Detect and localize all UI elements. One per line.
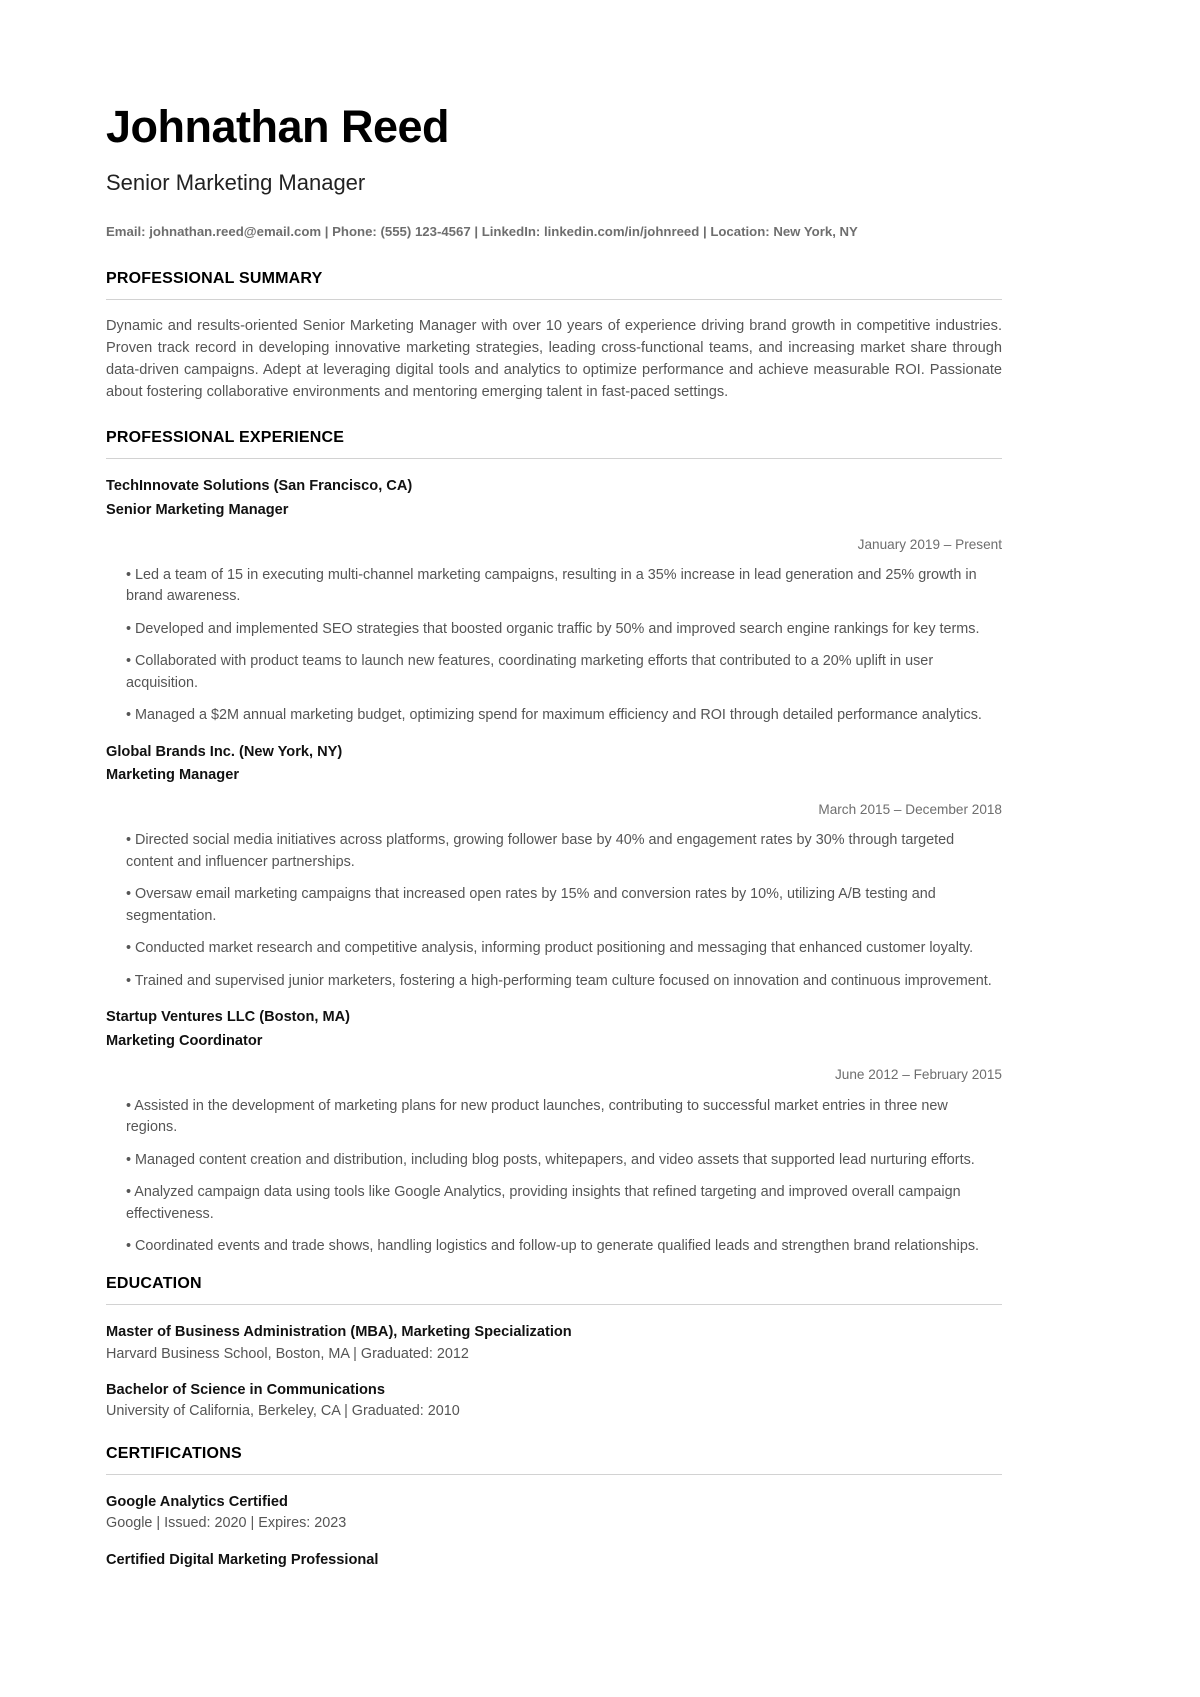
job-bullet-list: [106, 830, 1002, 992]
job-bullet: • Trained and supervised junior marketers, fostering a high-performing team culture focused on innovation and continuous improvement.: [126, 972, 992, 989]
job-bullet: • Conducted market research and competitive analysis, informing product positioning and messaging that enhanced customer loyalty.: [126, 940, 974, 957]
certification-name: Google Analytics Certified: [106, 1494, 288, 1511]
education-entry: [106, 1379, 1002, 1423]
section-title-certifications: CERTIFICATIONS: [106, 1445, 242, 1463]
candidate-name: Johnathan Reed: [106, 101, 450, 152]
experience-entry: [106, 741, 1002, 992]
certification-name: Certified Digital Marketing Professional: [106, 1551, 379, 1568]
job-company: Startup Ventures LLC (Boston, MA): [106, 1009, 351, 1026]
job-bullet: • Developed and implemented SEO strategies that boosted organic traffic by 50% and improved search engine rankings for key terms.: [126, 620, 980, 637]
job-bullet: • Managed a $2M annual marketing budget, optimizing spend for maximum efficiency and ROI through detailed performance analytics.: [126, 707, 982, 724]
section-certifications: [106, 1445, 1002, 1571]
job-bullet: • Managed content creation and distribution, including blog posts, whitepapers, and video assets that supported lead nurturing efforts.: [126, 1151, 975, 1168]
job-bullet: • Directed social media initiatives across platforms, growing follower base by 40% and engagement rates by 30% through targeted content and influencer partnerships.: [126, 832, 955, 870]
job-dates: June 2012 – February 2015: [834, 1067, 1002, 1083]
section-title-education: EDUCATION: [106, 1275, 202, 1293]
section-professional-experience: [106, 429, 1002, 1257]
education-entry: [106, 1321, 1002, 1365]
job-dates: March 2015 – December 2018: [818, 801, 1002, 817]
section-divider: [106, 299, 1002, 300]
job-bullet-list: [106, 565, 1002, 727]
candidate-headline: Senior Marketing Manager: [106, 170, 366, 195]
job-role: Marketing Coordinator: [106, 1032, 263, 1049]
education-degree: Master of Business Administration (MBA), Marketing Specialization: [106, 1324, 572, 1341]
job-bullet: • Collaborated with product teams to launch new features, coordinating marketing efforts that contributed to a 20% uplift in user acquisition.: [126, 653, 934, 691]
certification-entry: [106, 1491, 1002, 1535]
job-bullet-list: [106, 1096, 1002, 1258]
experience-entry: [106, 475, 1002, 726]
experience-list: [106, 475, 1002, 1257]
section-title-experience: PROFESSIONAL EXPERIENCE: [106, 429, 345, 447]
job-bullet: • Oversaw email marketing campaigns that increased open rates by 15% and conversion rates by 10%, utilizing A/B testing and segmentation.: [126, 886, 936, 924]
education-meta: Harvard Business School, Boston, MA | Graduated: 2012: [106, 1345, 469, 1362]
certifications-list: [106, 1491, 1002, 1571]
experience-entry: [106, 1006, 1002, 1257]
job-company: TechInnovate Solutions (San Francisco, CA): [106, 478, 413, 495]
job-bullet: • Coordinated events and trade shows, handling logistics and follow-up to generate qualified leads and strengthen brand relationships.: [126, 1238, 980, 1254]
education-meta: University of California, Berkeley, CA | Graduated: 2010: [106, 1403, 460, 1420]
job-dates: January 2019 – Present: [857, 536, 1002, 552]
job-bullet: • Assisted in the development of marketing plans for new product launches, contributing to successful market entries in three new regions.: [126, 1097, 948, 1136]
summary-text: Dynamic and results-oriented Senior Marketing Manager with over 10 years of experience driving brand growth in competitive industries. Proven track record in developing innovative marketing strategies, leading cross-functional teams, and increasing market share through data-driven campaigns. Adept at leveraging digital tools and analytics to optimize performance and achieve measurable ROI. Passionate about fostering collaborative environments and mentoring emerging talent in fast-paced settings.: [106, 318, 1002, 400]
section-title-summary: PROFESSIONAL SUMMARY: [106, 270, 323, 288]
certification-entry: [106, 1549, 1002, 1571]
resume-document: [106, 101, 1002, 1571]
job-role: Marketing Manager: [106, 767, 239, 784]
section-divider: [106, 458, 1002, 459]
section-divider: [106, 1304, 1002, 1305]
education-degree: Bachelor of Science in Communications: [106, 1382, 385, 1399]
section-education: [106, 1275, 1002, 1423]
section-divider: [106, 1474, 1002, 1475]
certification-meta: Google | Issued: 2020 | Expires: 2023: [106, 1515, 347, 1532]
section-professional-summary: [106, 270, 1002, 403]
job-company: Global Brands Inc. (New York, NY): [106, 743, 343, 760]
job-role: Senior Marketing Manager: [106, 501, 289, 518]
job-bullet: • Analyzed campaign data using tools like Google Analytics, providing insights that refined targeting and improved overall campaign effectiveness.: [126, 1184, 961, 1222]
education-list: [106, 1321, 1002, 1423]
contact-line: Email: johnathan.reed@email.com | Phone: (555) 123-4567 | LinkedIn: linkedin.com/in/johnreed | Location: New York, NY: [106, 224, 858, 240]
job-bullet: • Led a team of 15 in executing multi-channel marketing campaigns, resulting in a 35% increase in lead generation and 25% growth in brand awareness.: [126, 566, 977, 605]
